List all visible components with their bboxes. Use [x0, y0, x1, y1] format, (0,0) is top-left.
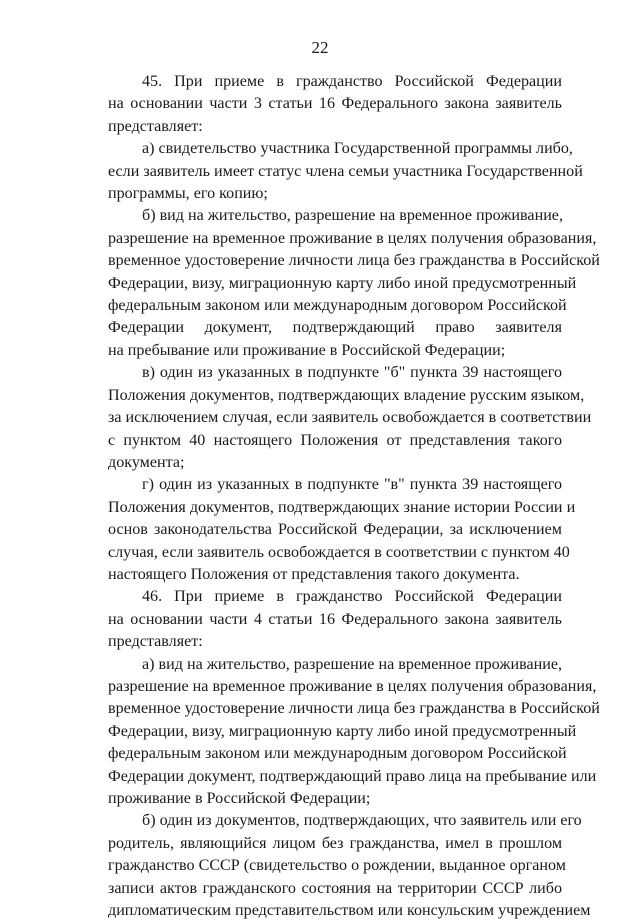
text-line: разрешение на временное проживание в целях получения образования, [108, 229, 597, 247]
paragraph-p45v [108, 362, 592, 474]
text-line: записи актов гражданского состояния на территории СССР либо [108, 879, 562, 897]
paragraph-p46 [108, 586, 562, 653]
text-line: федеральным законом или международным договором Российской [108, 745, 567, 763]
text-line: г) один из указанных в подпункте "в" пункта 39 настоящего [142, 476, 562, 494]
text-line: временное удостоверение личности лица без гражданства в Российской [108, 700, 600, 718]
text-line: проживание в Российской Федерации; [108, 790, 371, 807]
paragraph-p46b [108, 810, 591, 922]
text-line: случая, если заявитель освобождается в соответствии с пунктом 40 [108, 543, 570, 561]
text-line: настоящего Положения от представления такого документа. [108, 565, 520, 583]
text-line: Федерации документ, подтверждающий право заявителя [108, 319, 562, 337]
text-line: основ законодательства Российской Федерации, за исключением [108, 521, 562, 539]
text-line: Федерации, визу, миграционную карту либо иной предусмотренный [108, 274, 577, 292]
text-line: Федерации, визу, миграционную карту либо иной предусмотренный [108, 722, 577, 740]
text-line: Положения документов, подтверждающих знание истории России и [108, 498, 576, 516]
text-line: представляет: [108, 633, 203, 651]
text-line: дипломатическим представительством или консульским учреждением [108, 902, 591, 920]
text-line: в) один из указанных в подпункте "б" пункта 39 настоящего [142, 364, 562, 382]
text-line: а) свидетельство участника Государственной программы либо, [142, 140, 573, 158]
page-number: 22 [311, 38, 329, 57]
text-line: документа; [108, 453, 185, 471]
text-line: 45. При приеме в гражданство Российской Федерации [142, 73, 562, 90]
text-line: разрешение на временное проживание в целях получения образования, [108, 677, 597, 695]
text-line: б) вид на жительство, разрешение на временное проживание, [142, 207, 563, 225]
text-line: временное удостоверение личности лица без гражданства в Российской [108, 252, 600, 270]
text-line: федеральным законом или международным договором Российской [108, 297, 567, 315]
text-line: 46. При приеме в гражданство Российской Федерации [142, 588, 562, 606]
text-line: программы, его копию; [108, 185, 268, 203]
paragraph-p45b [108, 205, 600, 362]
paragraph-p46a [108, 654, 600, 811]
text-line: за исключением случая, если заявитель освобождается в соответствии [108, 409, 592, 427]
text-line: на основании части 3 статьи 16 Федерального закона заявитель [108, 95, 562, 113]
text-line: а) вид на жительство, разрешение на временное проживание, [142, 655, 562, 673]
text-line: родитель, являющийся лицом без гражданства, имел в прошлом [108, 834, 562, 852]
paragraph-p45g [108, 474, 576, 586]
text-line: с пунктом 40 настоящего Положения от представления такого [108, 431, 562, 449]
paragraph-p45a [108, 138, 583, 205]
text-line: представляет: [108, 117, 203, 135]
text-line: если заявитель имеет статус члена семьи участника Государственной [108, 162, 583, 180]
text-line: на пребывание или проживание в Российской Федерации; [108, 341, 506, 359]
document-body [108, 71, 600, 922]
text-line: б) один из документов, подтверждающих, что заявитель или его [142, 812, 582, 830]
text-line: на основании части 4 статьи 16 Федерального закона заявитель [108, 610, 562, 628]
text-line: Федерации документ, подтверждающий право лица на пребывание или [108, 767, 597, 785]
text-line: гражданство СССР (свидетельство о рождении, выданное органом [108, 857, 566, 875]
paragraph-p45 [108, 71, 562, 138]
text-line: Положения документов, подтверждающих владение русским языком, [108, 386, 585, 404]
